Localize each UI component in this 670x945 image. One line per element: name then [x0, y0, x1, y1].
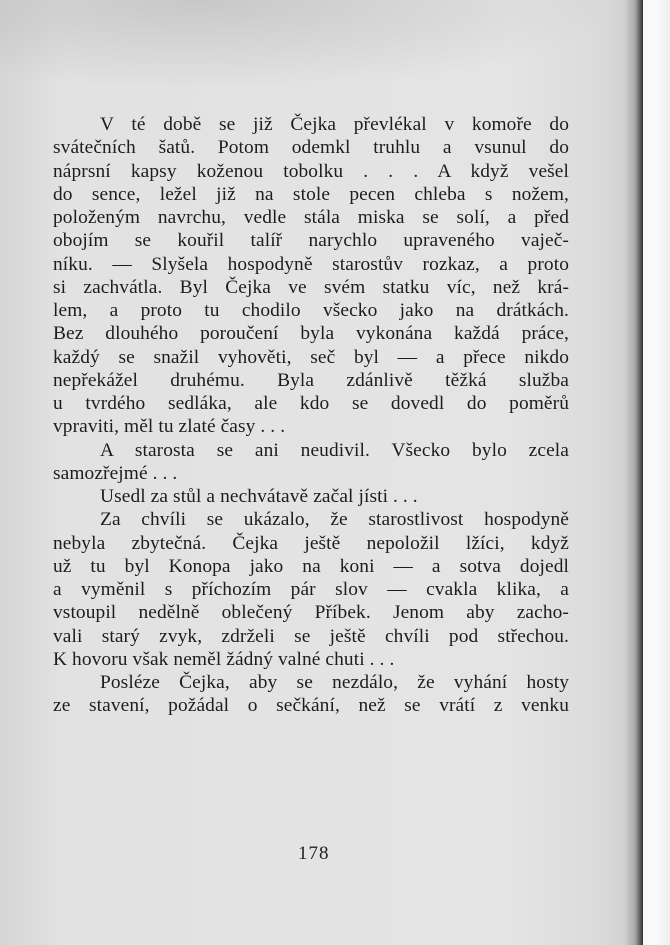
text-line: do sence, ležel již na stole pecen chleba s nožem, [53, 183, 569, 205]
page-number: 178 [298, 843, 330, 864]
text-line: náprsní kapsy koženou tobolku . . . A když vešel [53, 160, 569, 182]
page-edge-shadow [625, 0, 643, 945]
text-line: položeným navrchu, vedle stála miska se solí, a před [53, 207, 569, 228]
text-line: Bez dlouhého poroučení byla vykonána každá práce, [53, 323, 569, 345]
text-line: už tu byl Konopa jako na koni — a sotva dojedl [53, 555, 569, 577]
text-line: samozřejmé . . . [53, 462, 178, 484]
text-line: lem, a proto tu chodilo všecko jako na drátkách. [53, 300, 569, 321]
text-line: Za chvíli se ukázalo, že starostlivost hospodyně [100, 509, 569, 531]
text-line: V té době se již Čejka převlékal v komoře do [100, 114, 569, 135]
text-line: každý se snažil vyhověti, seč byl — a přece nikdo [53, 346, 569, 368]
text-line: vpraviti, měl tu zlaté časy . . . [53, 416, 286, 438]
text-line: si zachvátla. Byl Čejka ve svém statku víc, než krá- [53, 276, 569, 298]
text-line: svátečních šatů. Potom odemkl truhlu a vsunul do [53, 137, 569, 159]
text-line: nebyla zbytečná. Čejka ještě nepoložil lžíci, když [53, 532, 569, 554]
text-line: níku. — Slyšela hospodyně starostův rozkaz, a proto [53, 253, 569, 275]
text-line: vali starý zvyk, zdrželi se ještě chvíli pod střechou. [53, 625, 569, 647]
body-text [53, 113, 569, 718]
adjacent-page-strip [643, 0, 670, 945]
text-line: A starosta se ani neudivil. Všecko bylo zcela [100, 439, 569, 461]
text-line: obojím se kouřil talíř narychlo upraveného vaječ- [53, 230, 569, 252]
text-line: Posléze Čejka, aby se nezdálo, že vyhání hosty [100, 672, 569, 693]
text-line: a vyměnil s příchozím pár slov — cvakla klika, a [53, 579, 569, 600]
text-line: nepřekážel druhému. Byla zdánlivě těžká služba [53, 369, 569, 391]
text-line: K hovoru však neměl žádný valné chuti . . . [53, 648, 395, 670]
text-line: ze stavení, požádal o sečkání, než se vrátí z venku [53, 695, 569, 717]
text-line: Usedl za stůl a nechvátavě začal jísti . . . [100, 486, 418, 507]
text-line: u tvrdého sedláka, ale kdo se dovedl do poměrů [53, 393, 569, 414]
text-line: vstoupil nedělně oblečený Příbek. Jenom aby zacho- [53, 602, 569, 624]
